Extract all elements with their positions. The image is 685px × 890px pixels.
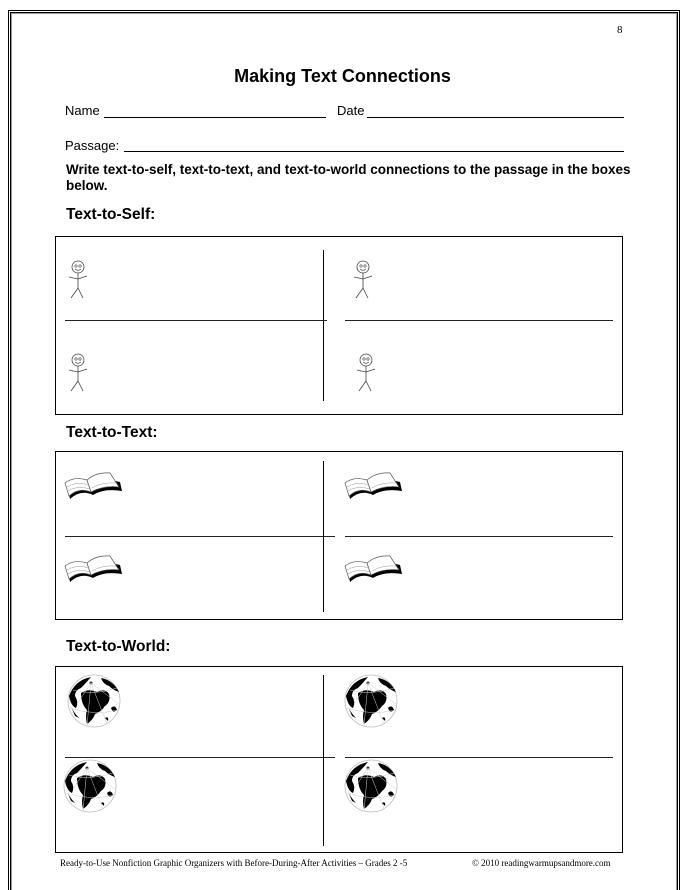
globe-icon <box>67 674 122 729</box>
vertical-divider <box>323 675 324 846</box>
globe-icon <box>63 759 118 814</box>
horizontal-divider <box>345 757 613 758</box>
horizontal-divider <box>345 320 613 321</box>
date-label: Date <box>337 103 365 118</box>
passage-label: Passage: <box>65 138 120 153</box>
section-heading-text-to-self: Text-to-Self: <box>66 206 156 223</box>
globe-icon <box>344 759 399 814</box>
footer-copyright: © 2010 readingwarmupsandmore.com <box>472 858 611 868</box>
cell-top-left[interactable] <box>56 237 322 320</box>
name-label: Name <box>65 103 100 118</box>
open-book-icon <box>64 471 124 501</box>
section-heading-text-to-world: Text-to-World: <box>66 638 171 655</box>
stick-figure-icon <box>354 352 378 394</box>
stick-figure-icon <box>66 352 90 394</box>
section-heading-text-to-text: Text-to-Text: <box>66 424 158 441</box>
open-book-icon <box>344 554 404 584</box>
horizontal-divider <box>65 320 327 321</box>
text-to-self-box <box>55 236 623 415</box>
globe-icon <box>344 674 399 729</box>
name-field[interactable] <box>104 117 326 118</box>
cell-bottom-left[interactable] <box>56 322 322 414</box>
stick-figure-icon <box>351 259 375 301</box>
text-to-text-box <box>55 451 623 620</box>
horizontal-divider <box>65 536 335 537</box>
open-book-icon <box>64 554 124 584</box>
horizontal-divider <box>345 536 613 537</box>
text-to-world-box <box>55 666 623 853</box>
footer-book-title: Ready-to-Use Nonfiction Graphic Organizers with Before-During-After Activities – Grades 2 -5 <box>60 858 408 868</box>
date-field[interactable] <box>367 117 624 118</box>
page-title: Making Text Connections <box>234 66 451 86</box>
page-number: 8 <box>617 24 623 36</box>
open-book-icon <box>344 471 404 501</box>
horizontal-divider <box>65 757 335 758</box>
vertical-divider <box>323 250 324 401</box>
passage-field[interactable] <box>124 151 624 152</box>
instructions: Write text-to-self, text-to-text, and text-to-world connections to the passage in the boxes below. <box>66 162 631 193</box>
stick-figure-icon <box>66 259 90 301</box>
